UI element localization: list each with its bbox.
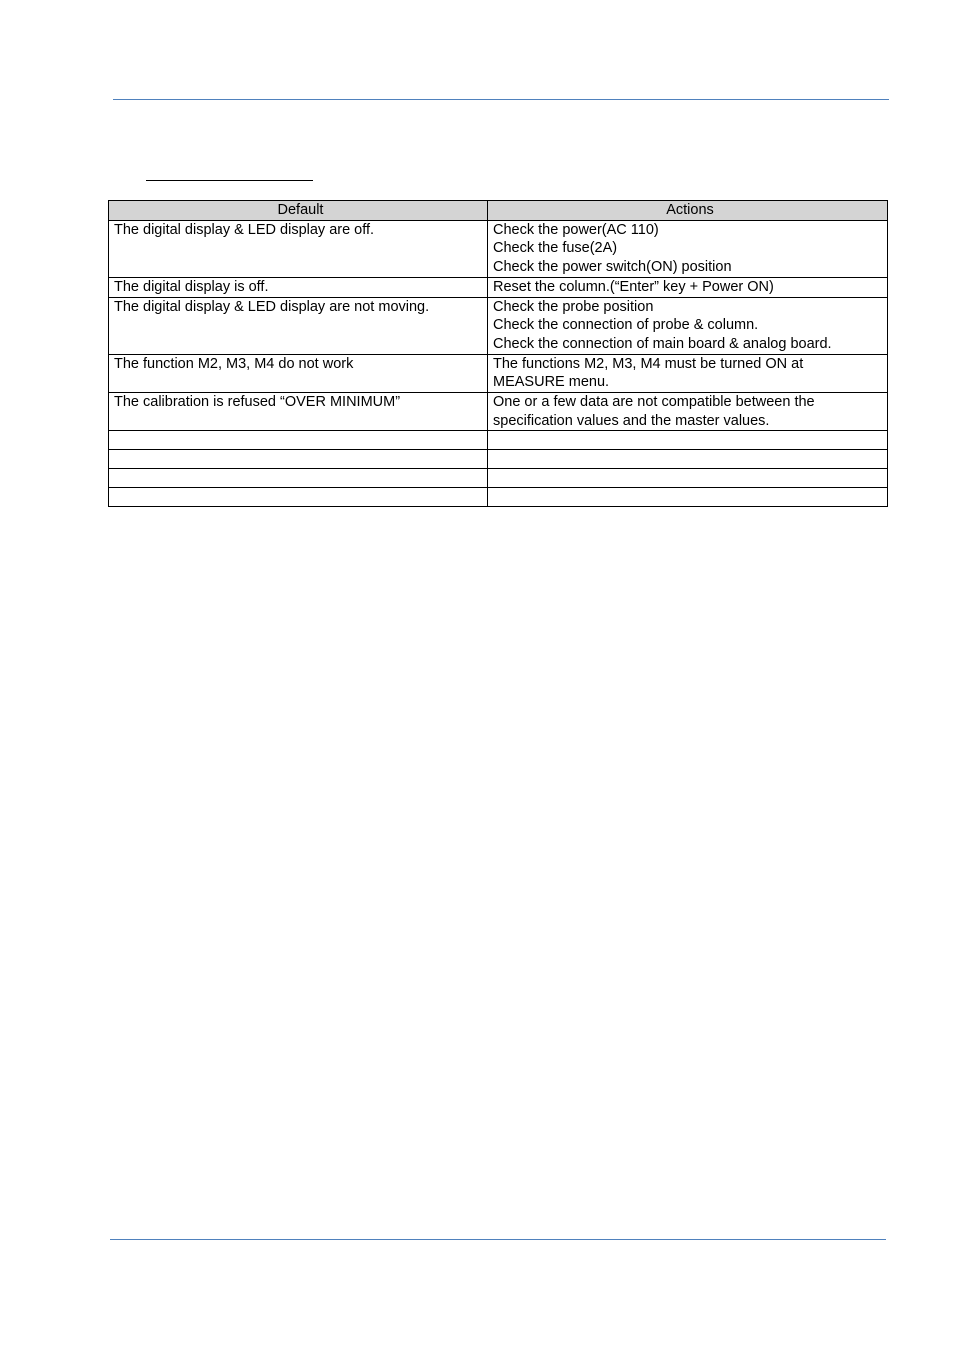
default-text: The digital display & LED display are not moving. xyxy=(114,298,430,315)
table-header-row xyxy=(109,201,888,221)
table-row xyxy=(109,277,888,297)
action-line: Reset the column.(“Enter” key + Power ON) xyxy=(493,278,774,295)
action-line: Check the connection of probe & column. xyxy=(493,317,759,334)
table-row-empty xyxy=(109,469,888,488)
action-line: specification values and the master values. xyxy=(493,412,770,429)
actions-cell xyxy=(488,220,888,277)
table-row-empty xyxy=(109,488,888,507)
default-text: The digital display is off. xyxy=(114,278,269,295)
troubleshooting-table xyxy=(108,200,888,507)
table-row xyxy=(109,354,888,392)
default-cell xyxy=(109,488,488,507)
table-row xyxy=(109,297,888,354)
actions-cell xyxy=(488,450,888,469)
default-cell xyxy=(109,277,488,297)
default-cell xyxy=(109,393,488,431)
header-rule xyxy=(113,99,889,100)
action-line: The functions M2, M3, M4 must be turned ON at xyxy=(493,355,804,372)
actions-cell xyxy=(488,469,888,488)
default-text: The digital display & LED display are off. xyxy=(114,221,375,238)
default-text: The calibration is refused “OVER MINIMUM” xyxy=(114,394,401,411)
default-cell xyxy=(109,431,488,450)
section-heading-underline xyxy=(146,180,313,181)
action-line: Check the fuse(2A) xyxy=(493,240,618,257)
action-line: Check the power switch(ON) position xyxy=(493,259,732,276)
default-cell xyxy=(109,354,488,392)
table-row xyxy=(109,393,888,431)
column-header-default: Default xyxy=(109,201,488,221)
column-header-actions: Actions xyxy=(488,201,888,221)
default-cell xyxy=(109,297,488,354)
action-line: Check the connection of main board & analog board. xyxy=(493,335,832,352)
table-row xyxy=(109,220,888,277)
action-line: Check the probe position xyxy=(493,298,654,315)
action-line: One or a few data are not compatible between the xyxy=(493,394,815,411)
default-cell xyxy=(109,469,488,488)
default-text: The function M2, M3, M4 do not work xyxy=(114,355,354,372)
default-cell xyxy=(109,220,488,277)
actions-cell xyxy=(488,277,888,297)
actions-cell xyxy=(488,354,888,392)
action-line: Check the power(AC 110) xyxy=(493,221,659,238)
actions-cell xyxy=(488,393,888,431)
action-line: MEASURE menu. xyxy=(493,374,610,391)
footer-rule xyxy=(110,1239,886,1240)
table-row-empty xyxy=(109,431,888,450)
actions-cell xyxy=(488,297,888,354)
default-cell xyxy=(109,450,488,469)
actions-cell xyxy=(488,431,888,450)
table-row-empty xyxy=(109,450,888,469)
actions-cell xyxy=(488,488,888,507)
